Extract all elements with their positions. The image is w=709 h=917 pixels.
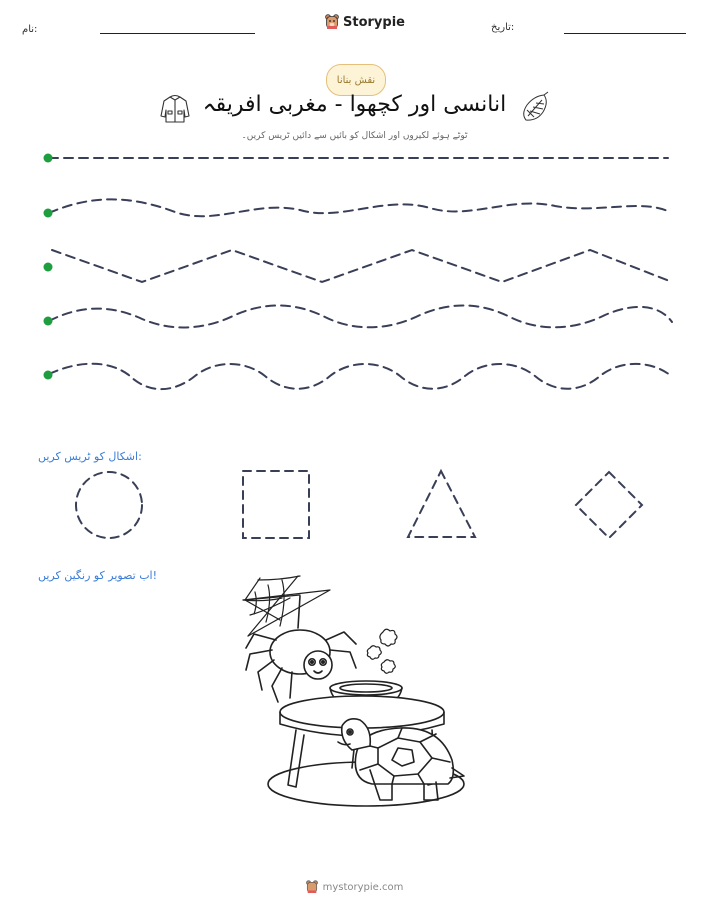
- trace-line-wave-3: [49, 364, 670, 389]
- trace-line-zigzag: [52, 250, 672, 282]
- trace-line-wave-2: [49, 305, 672, 327]
- tracing-shapes: [0, 460, 709, 550]
- trace-triangle: [408, 471, 475, 537]
- start-dot-5: [44, 371, 53, 380]
- footer: [0, 880, 709, 894]
- brand-name: Storypie: [343, 14, 405, 30]
- bear-logo-icon: [325, 14, 339, 30]
- page-title: انانسی اور کچھوا - مغربی افریقہ: [202, 92, 507, 117]
- page-subtitle: ٹوٹے ہوئے لکیروں اور اشکال کو بائیں سے دائیں ٹریس کریں۔: [241, 131, 468, 141]
- start-dot-1: [44, 154, 53, 163]
- sparkles: [367, 629, 397, 673]
- trace-line-wave-1: [49, 199, 670, 216]
- bear-logo-icon: [306, 880, 318, 894]
- start-dot-4: [44, 317, 53, 326]
- footer-url[interactable]: mystorypie.com: [322, 881, 404, 893]
- brand-logo: [325, 14, 405, 30]
- turtle: [338, 719, 464, 800]
- name-line[interactable]: [100, 33, 255, 34]
- date-line[interactable]: [564, 33, 686, 34]
- coloring-illustration: [238, 572, 470, 812]
- spider-web: [243, 576, 330, 636]
- trace-diamond: [576, 472, 642, 538]
- trace-square: [243, 471, 309, 538]
- start-dot-3: [44, 263, 53, 272]
- color-label: اب تصویر کو رنگین کریں!: [38, 569, 158, 582]
- trace-circle: [76, 472, 142, 538]
- pinecone-icon: [518, 90, 552, 124]
- tracing-lines: [0, 140, 709, 400]
- start-dot-2: [44, 209, 53, 218]
- date-label: تاریخ:: [491, 22, 515, 33]
- name-label: نام:: [22, 24, 38, 35]
- activity-badge: نقش بنانا: [326, 64, 386, 96]
- shapes-label: اشکال کو ٹریس کریں:: [38, 450, 142, 463]
